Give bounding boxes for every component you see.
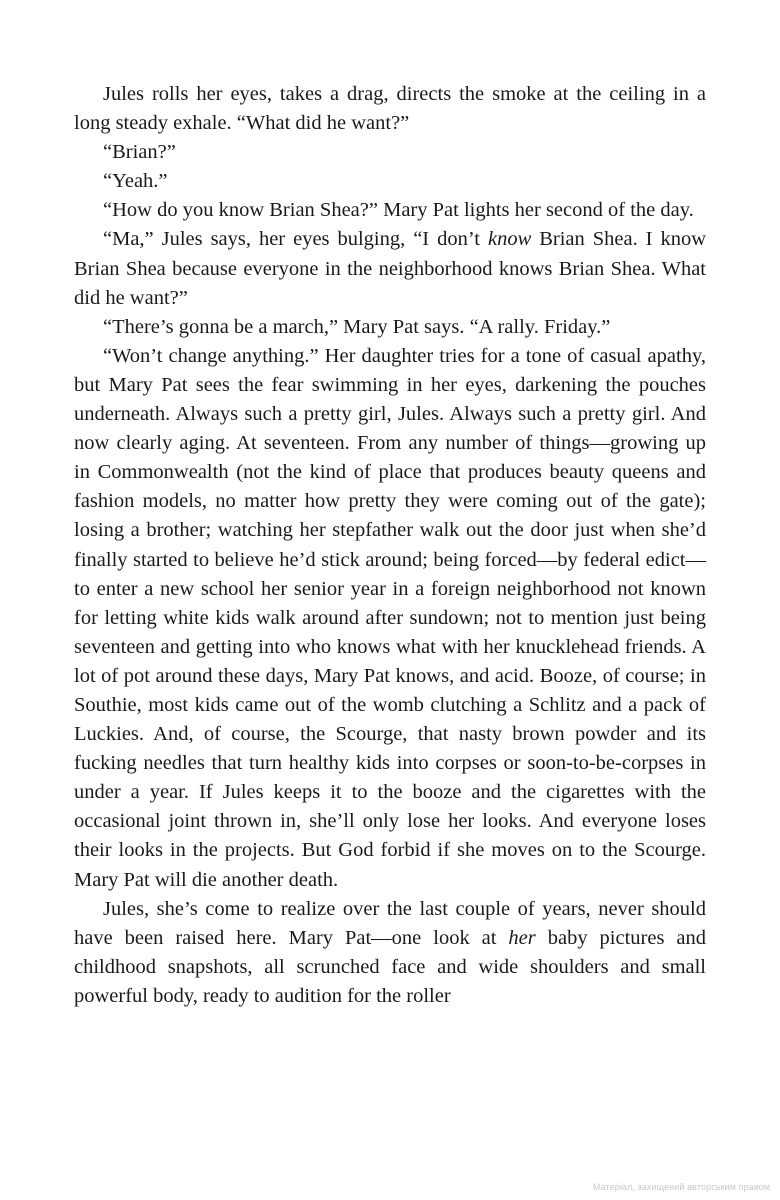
paragraph-text: “Brian?” [103, 141, 176, 164]
paragraph-text: “Won’t change anything.” Her daughter tries for a tone of casual apathy, but Mary Pat sees the fear swimming in her eyes, darkening the pouches underneath. Always such a pretty girl, Jules. Always such a pretty girl. And now clearly aging. At seventeen. From any number of things—growing up in Commonwealth (not the kind of place that produces beauty queens and fashion models, no matter how pretty they were coming out of the gate); losing a brother; watching her stepfather walk out the door just when she’d finally started to believe he’d stick around; being forced—by federal edict—to enter a new school her senior year in a foreign neighborhood not known for letting white kids walk around after sundown; not to mention just being seventeen and getting into who knows what with her knucklehead friends. A lot of pot around these days, Mary Pat knows, and acid. Booze, of course; in Southie, most kids came out of the womb clutching a Schlitz and a pack of Luckies. And, of course, the Scourge, that nasty brown powder and its fucking needles that turn healthy kids into corpses or soon-to-be-corpses in under a year. If Jules keeps it to the booze and the cigarettes with the occasional joint thrown in, she’ll only lose her looks. And everyone loses their looks in the projects. But God forbid if she moves on to the Scourge. Mary Pat will die another death. [74, 344, 706, 891]
italic-text: her [508, 926, 536, 949]
body-paragraph [74, 196, 706, 225]
paragraph-text: “Ma,” Jules says, her eyes bulging, “I don’t [103, 228, 488, 251]
paragraph-text: “How do you know Brian Shea?” Mary Pat lights her second of the day. [103, 199, 694, 222]
copyright-watermark: Матеріал, захищений авторським правом [592, 1182, 770, 1192]
paragraph-text: “Yeah.” [103, 170, 168, 193]
paragraph-text: baby pictures and childhood snapshots, all scrunched face and wide shoulders and small powerful body, ready to audition for the roller [74, 926, 706, 1007]
body-paragraph [74, 895, 706, 1011]
paragraph-text: Jules, she’s come to realize over the last couple of years, never should have been raised here. Mary Pat—one look at [74, 897, 706, 949]
body-paragraph [74, 138, 706, 167]
paragraph-text: Jules rolls her eyes, takes a drag, directs the smoke at the ceiling in a long steady exhale. “What did he want?” [74, 83, 706, 135]
paragraph-text: Brian Shea. I know Brian Shea because everyone in the neighborhood knows Brian Shea. What did he want?” [74, 228, 706, 309]
body-paragraph [74, 80, 706, 138]
italic-text: know [487, 228, 532, 251]
body-paragraph [74, 167, 706, 196]
page-body [74, 80, 706, 1011]
body-paragraph [74, 342, 706, 895]
paragraph-text: “There’s gonna be a march,” Mary Pat says. “A rally. Friday.” [103, 315, 611, 338]
body-paragraph [74, 313, 706, 342]
body-paragraph [74, 225, 706, 312]
